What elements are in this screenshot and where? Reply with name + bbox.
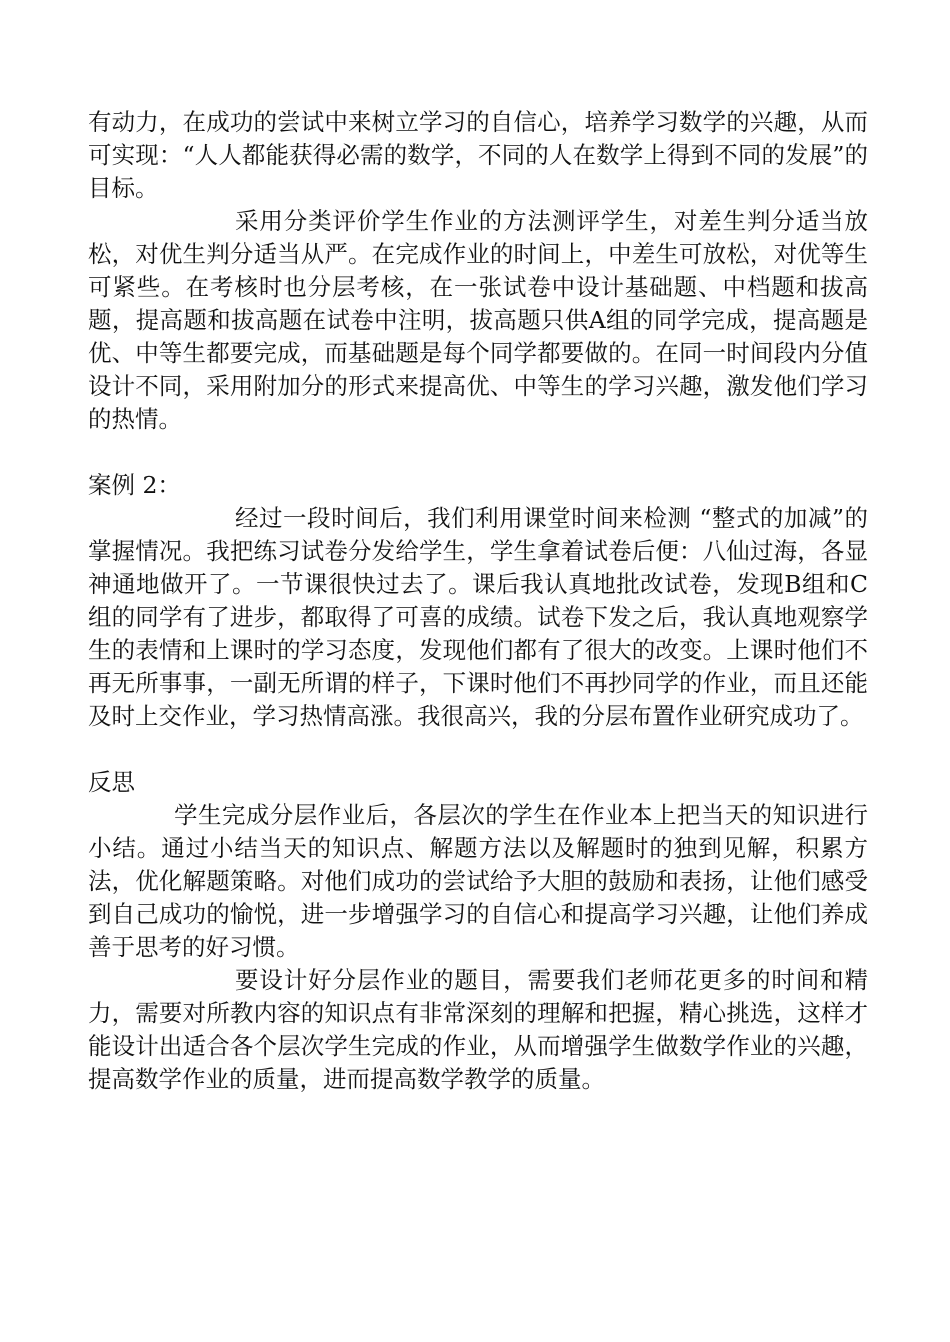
- paragraph-intro-continuation: 有动力，在成功的尝试中来树立学习的自信心，培养学习数学的兴趣，从而可实现：“人人都能获得必需的数学，不同的人在数学上得到不同的发展”的目标。: [88, 108, 868, 202]
- paragraph-spacer: [88, 733, 868, 766]
- paragraph-grading-method: 采用分类评价学生作业的方法测评学生，对差生判分适当放松，对优生判分适当从严。在完成作业的时间上，中差生可放松，对优等生可紧些。在考核时也分层考核，在一张试卷中设计基础题、中档题和拔高题，提高题和拔高题在试卷中注明，拔高题只供A组的同学完成，提高题是优、中等生都要完成，而基础题是每个同学都要做的。在同一时间段内分值设计不同，采用附加分的形式来提高优、中等生的学习兴趣，激发他们学习的热情。: [88, 207, 868, 433]
- document-page: [88, 106, 868, 1096]
- paragraph-reflection-1: 学生完成分层作业后，各层次的学生在作业本上把当天的知识进行小结。通过小结当天的知识点、解题方法以及解题时的独到见解，积累方法，优化解题策略。对他们成功的尝试给予大胆的鼓励和表扬，让他们感受到自己成功的愉悦，进一步增强学习的自信心和提高学习兴趣，让他们养成善于思考的好习惯。: [88, 801, 868, 961]
- paragraph-reflection-2: 要设计好分层作业的题目，需要我们老师花更多的时间和精力，需要对所教内容的知识点有非常深刻的理解和把握，精心挑选，这样才能设计出适合各个层次学生完成的作业，从而增强学生做数学作业的兴趣，提高数学作业的质量，进而提高数学教学的质量。: [88, 966, 868, 1093]
- reflection-heading: 反思: [88, 768, 135, 796]
- paragraph-spacer: [88, 436, 868, 469]
- case-2-heading: 案例 2：: [88, 471, 181, 499]
- paragraph-case-2: 经过一段时间后，我们利用课堂时间来检测 “整式的加减”的掌握情况。我把练习试卷分发给学生，学生拿着试卷后便：八仙过海，各显神通地做开了。一节课很快过去了。课后我认真地批改试卷，发现B组和C 组的同学有了进步，都取得了可喜的成绩。试卷下发之后，我认真地观察学生的表情和上课时的学习态度，发现他们都有了很大的改变。上课时他们不再无所事事，一副无所谓的样子，下课时他们不再抄同学的作业，而且还能及时上交作业，学习热情高涨。我很高兴，我的分层布置作业研究成功了。: [88, 504, 868, 730]
